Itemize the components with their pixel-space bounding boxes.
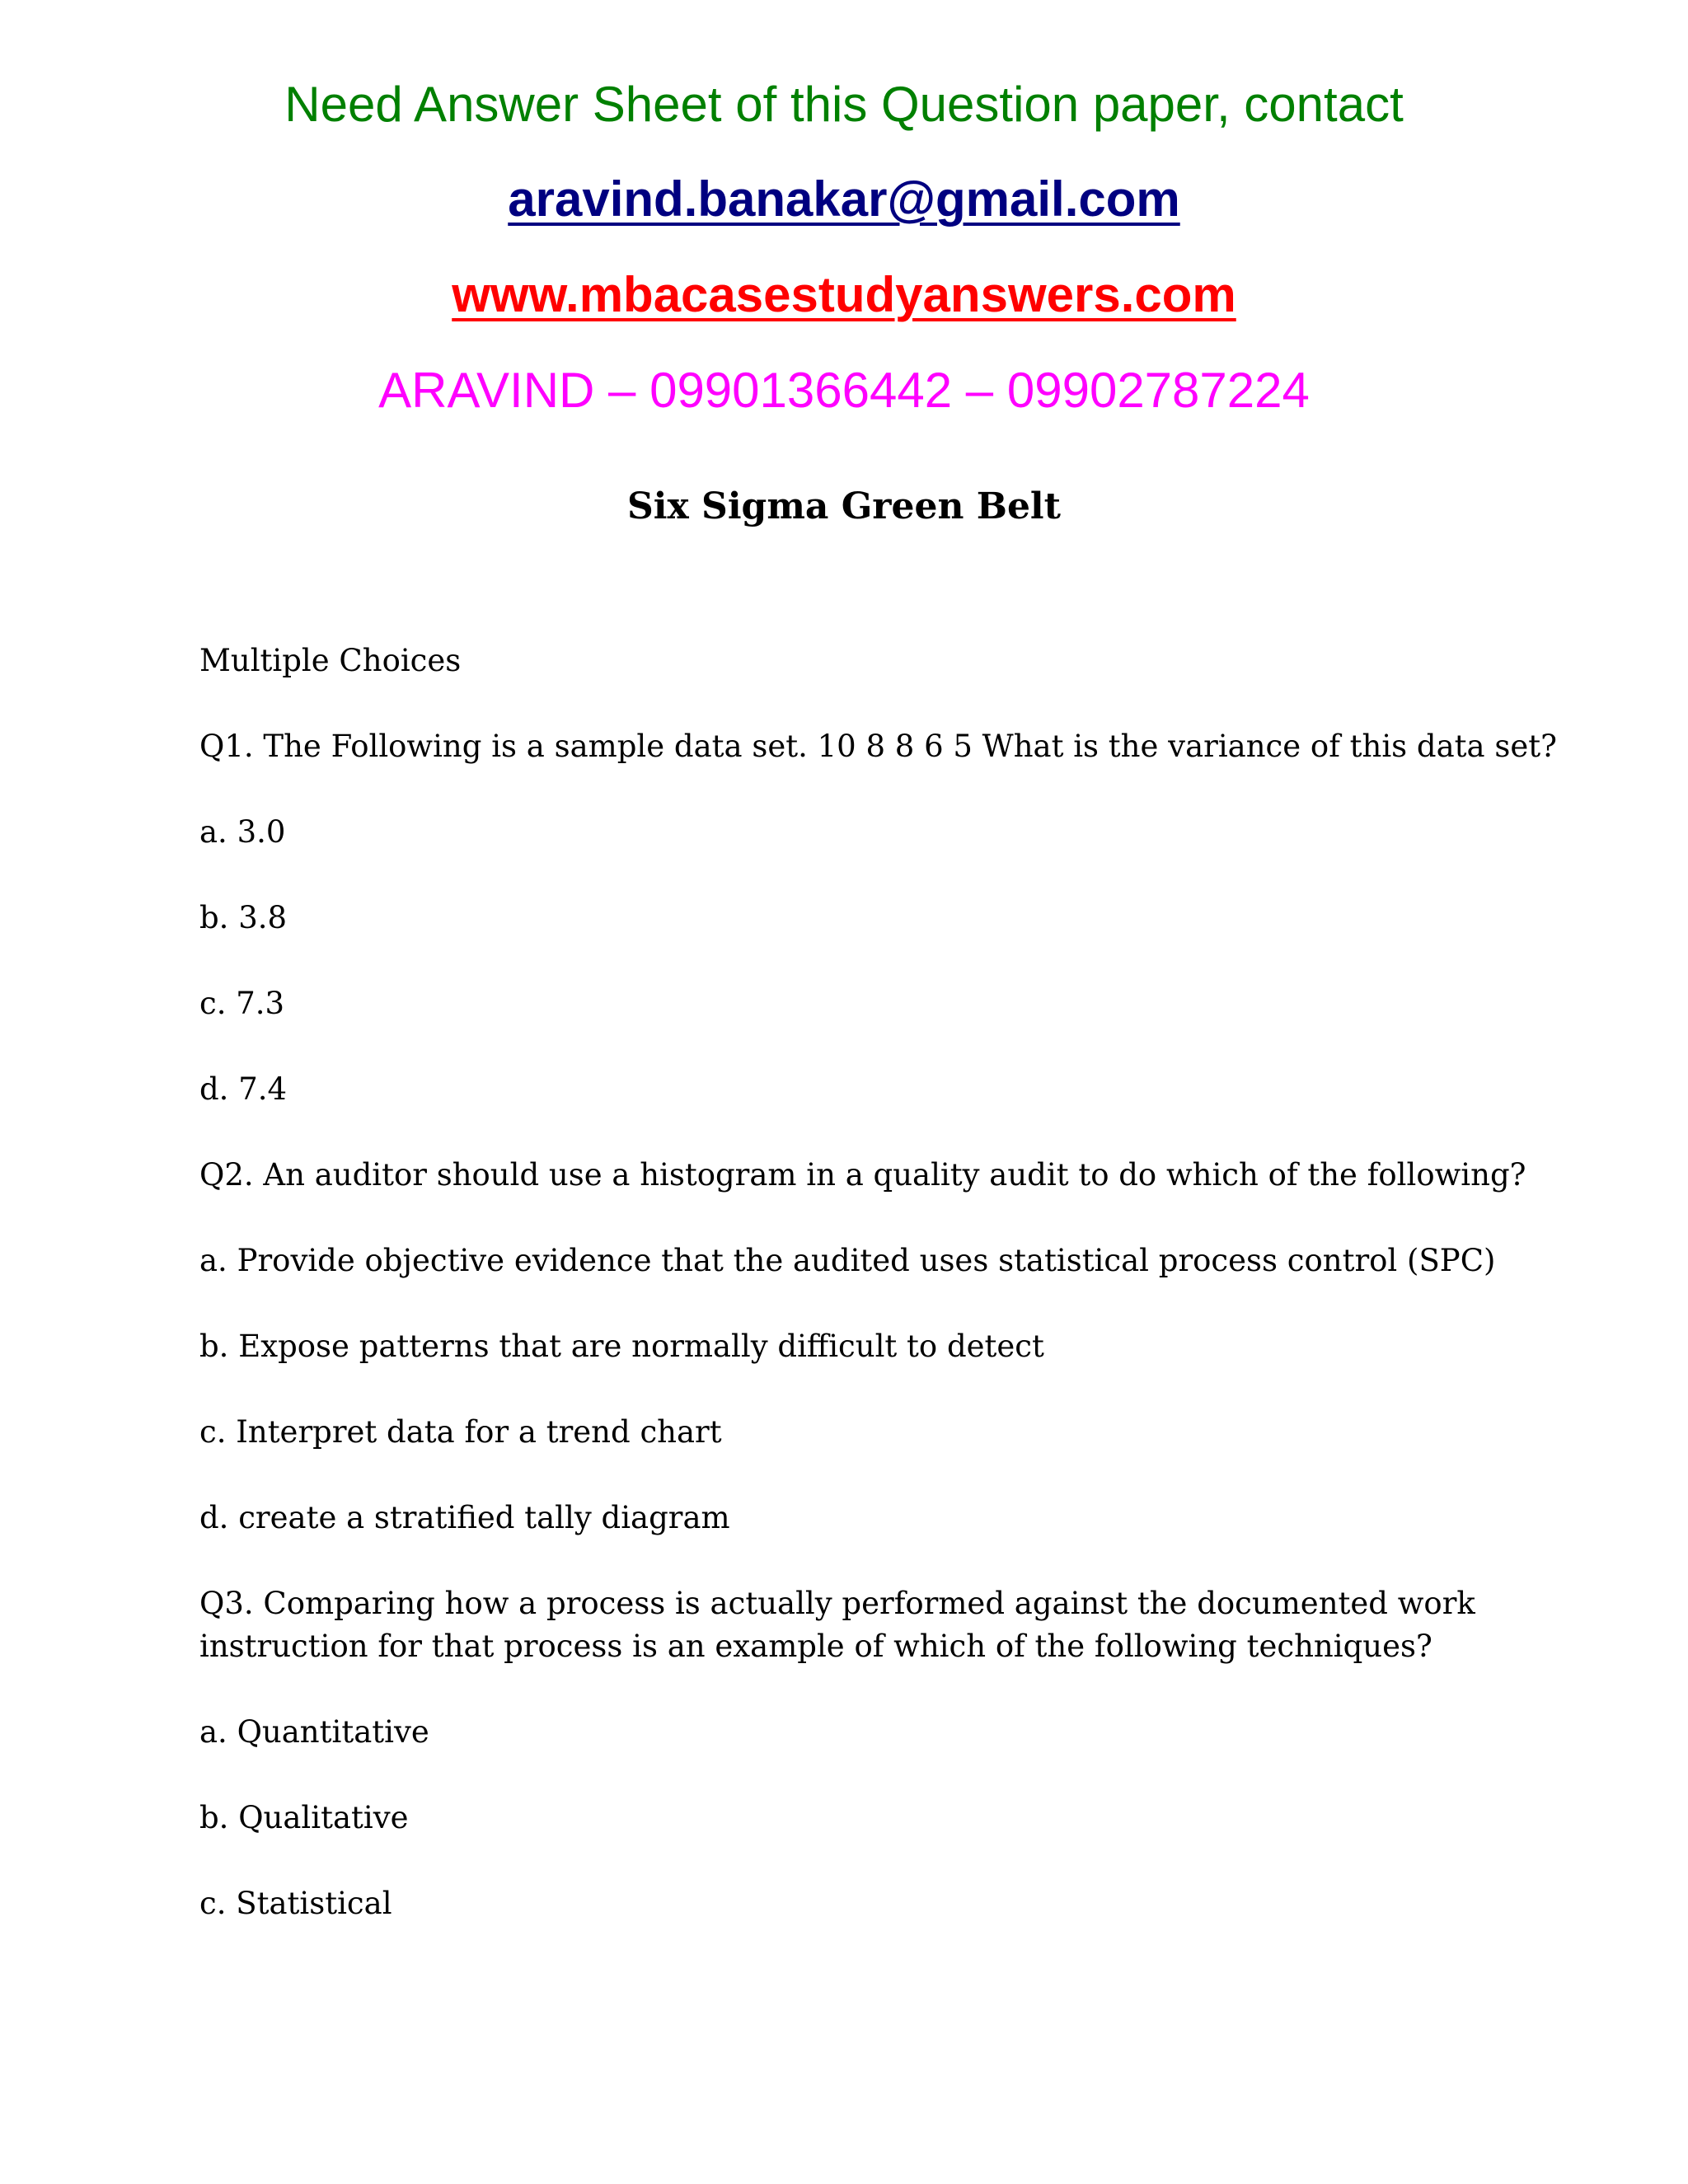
question-2: Q2. An auditor should use a histogram in a quality audit to do which of the following?: [199, 1157, 1526, 1193]
section-heading: Multiple Choices: [199, 643, 462, 678]
question-1-option-d: d. 7.4: [199, 1071, 288, 1107]
question-3-line-1: Q3. Comparing how a process is actually performed against the documented work: [199, 1586, 1475, 1621]
website-link[interactable]: www.mbacasestudyanswers.com: [452, 267, 1236, 322]
question-2-option-a: a. Provide objective evidence that the audited uses statistical process control (SPC): [199, 1243, 1496, 1278]
contact-email-link[interactable]: aravind.banakar@gmail.com: [508, 171, 1180, 227]
question-1-option-a: a. 3.0: [199, 814, 286, 850]
question-3-option-c: c. Statistical: [199, 1886, 392, 1921]
question-3-line-2: instruction for that process is an example of which of the following techniques?: [199, 1629, 1432, 1664]
contact-header-text: Need Answer Sheet of this Question paper, contact: [284, 77, 1404, 132]
question-2-option-c: c. Interpret data for a trend chart: [199, 1414, 722, 1450]
question-2-option-d: d. create a stratified tally diagram: [199, 1500, 730, 1535]
question-2-option-b: b. Expose patterns that are normally difficult to detect: [199, 1329, 1044, 1364]
contact-phone-text: ARAVIND – 09901366442 – 09902787224: [378, 363, 1310, 418]
question-1: Q1. The Following is a sample data set. 10 8 8 6 5 What is the variance of this data set?: [199, 729, 1557, 764]
question-1-option-b: b. 3.8: [199, 900, 288, 935]
document-title: Six Sigma Green Belt: [627, 485, 1061, 527]
question-3-option-a: a. Quantitative: [199, 1714, 429, 1750]
question-1-option-c: c. 7.3: [199, 986, 285, 1021]
question-3-option-b: b. Qualitative: [199, 1800, 409, 1835]
